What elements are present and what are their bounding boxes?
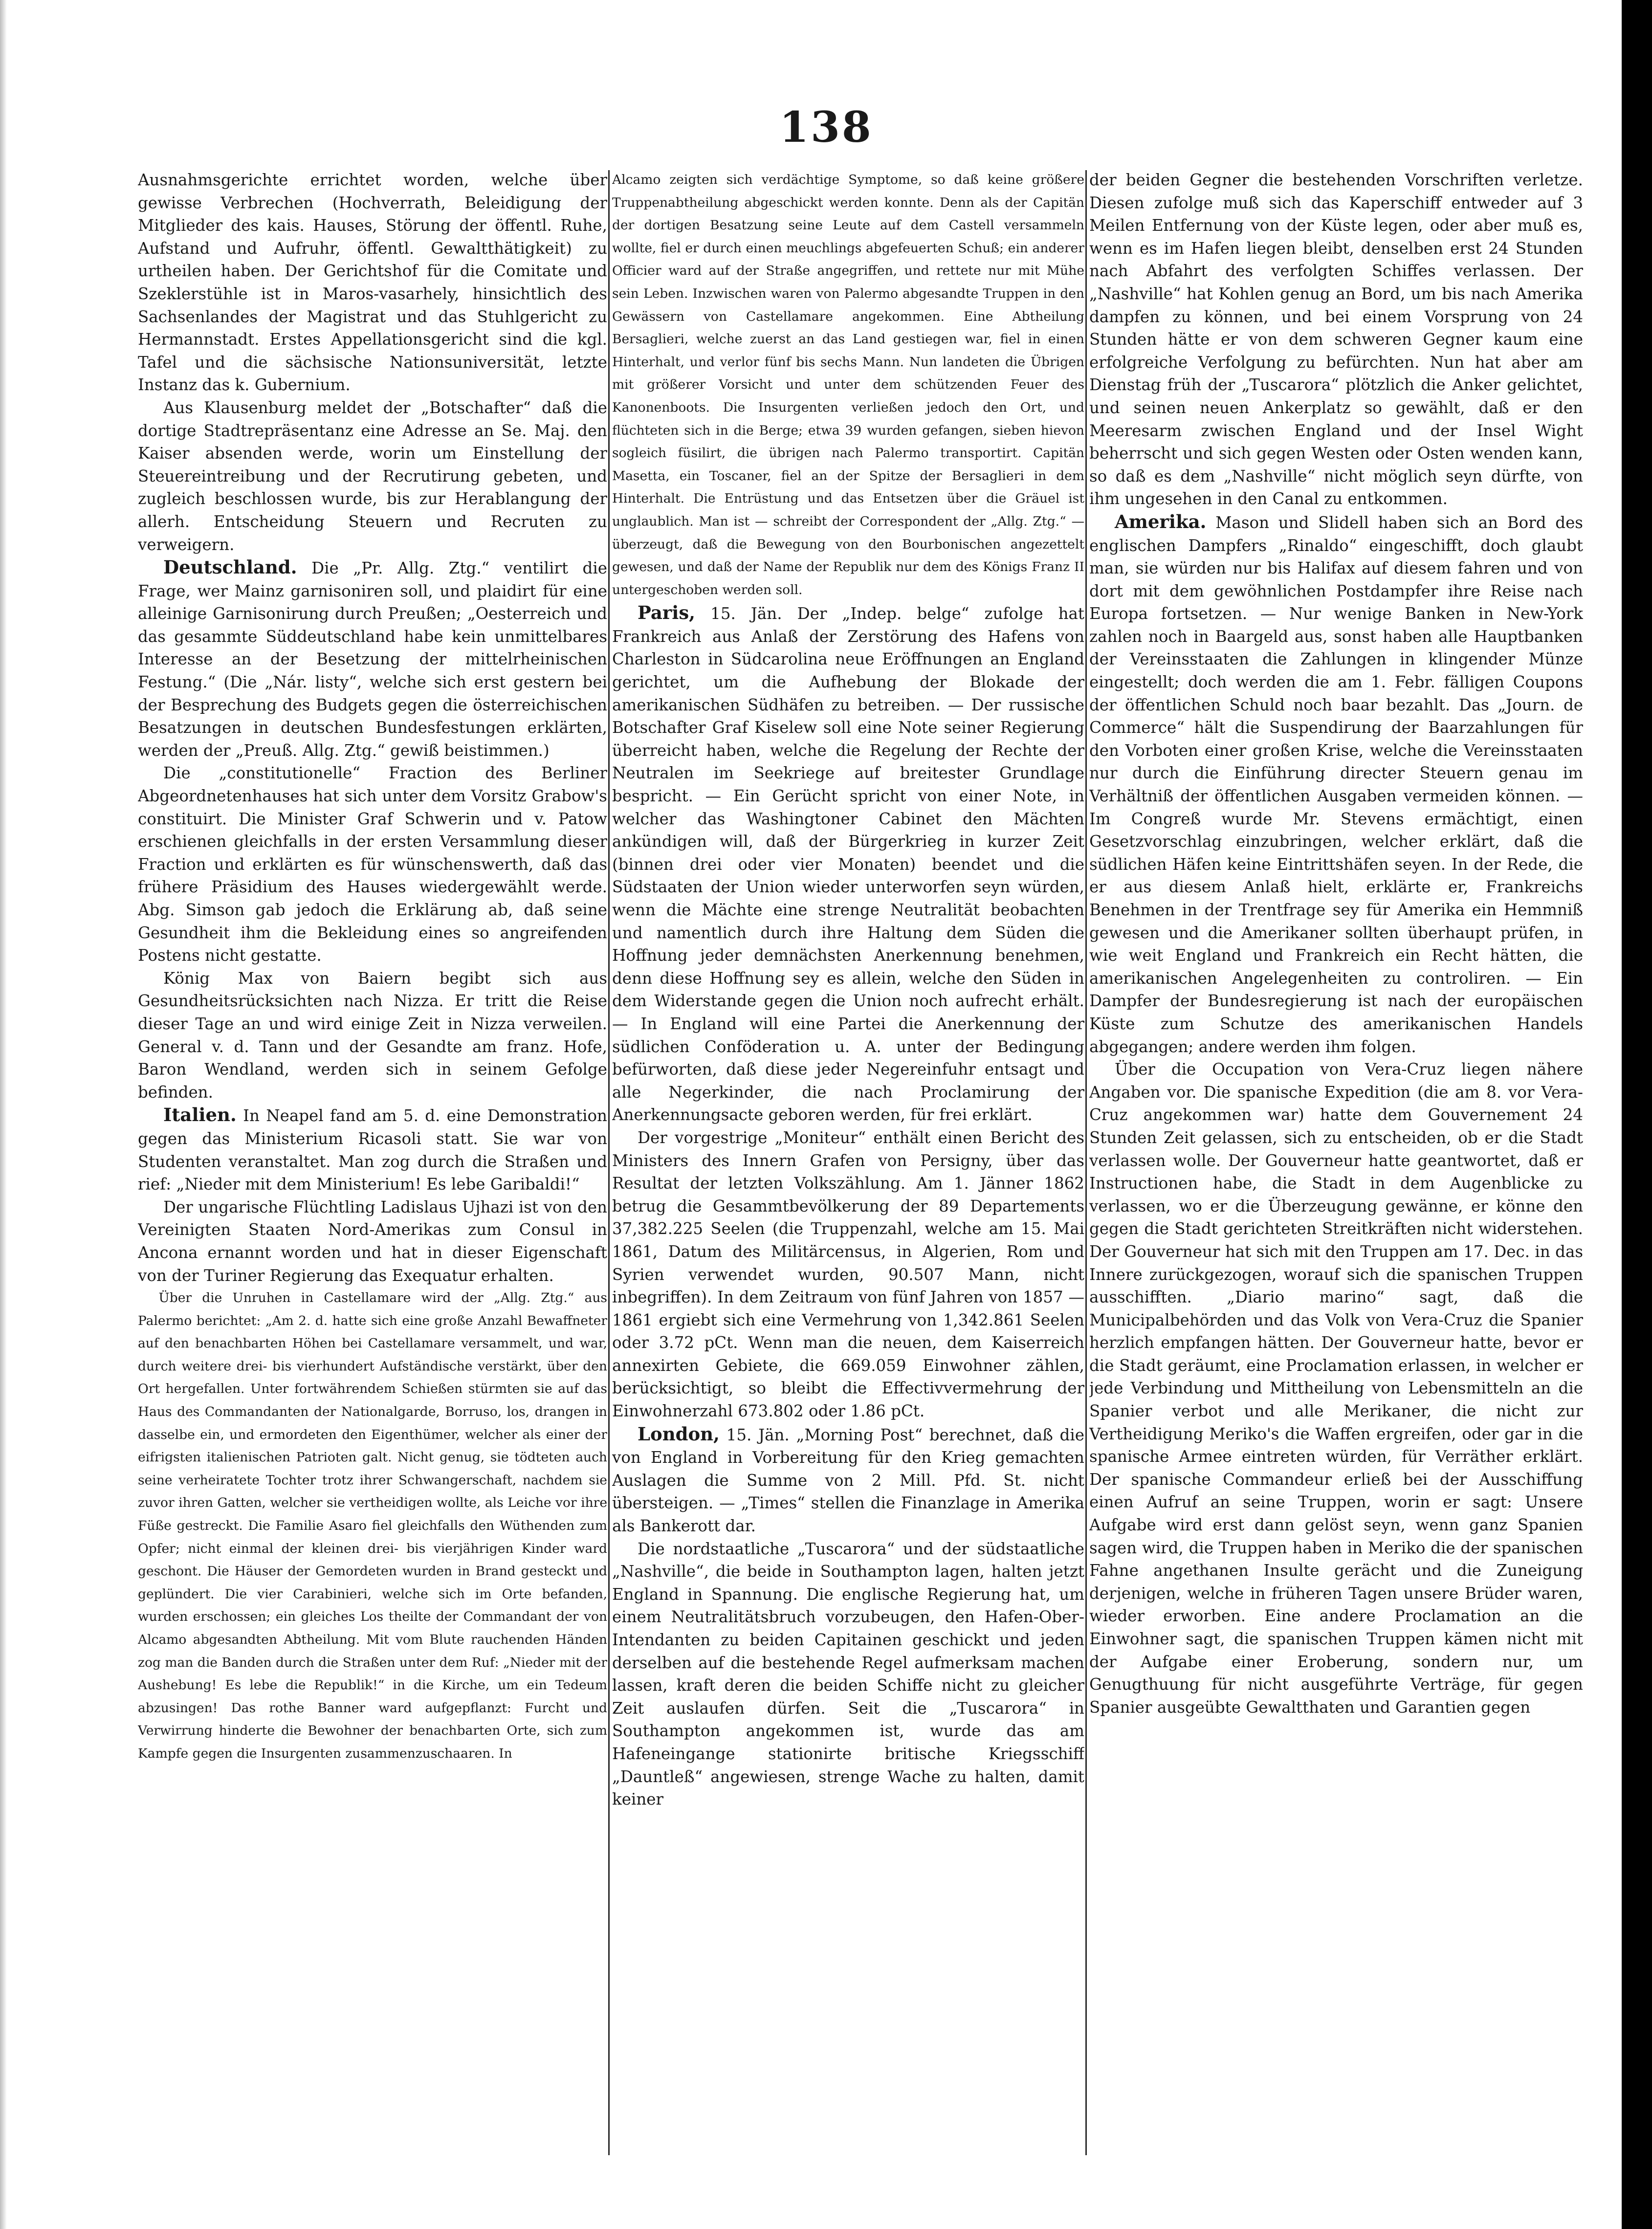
article-paragraph: [138, 1103, 607, 1195]
article-paragraph: [138, 762, 607, 967]
section-heading: Paris,: [638, 602, 696, 624]
section-heading: Italien.: [163, 1104, 237, 1126]
column-divider-left: [608, 170, 610, 2155]
page-number: 138: [779, 103, 873, 152]
paragraph-text: 15. Jän. Der „Indep. belge“ zufolge hat Frankreich aus Anlaß der Zerstörung des Hafens von Charleston in Südcarolina neue Eröffnungen an England gerichtet, um die Aufhebung der Blokade der amerikanischen Südhäfen zu betreiben. — Der russische Botschafter Graf Kiselew soll eine Note seiner Regierung überreicht haben, welche die Regelung der Rechte der Neutralen im Seekriege auf breitester Grundlage bespricht. — Ein Gerücht spricht von einer Note, in welcher das Washingtoner Cabinet den Mächten ankündigen will, daß der Bürgerkrieg in kurzer Zeit (binnen drei oder vier Monaten) beendet und die Südstaaten der Union wieder unterworfen seyn würden, wenn die Mächte eine strenge Neutralität beobachten und namentlich durch ihre Haltung dem Süden die Hoffnung jeder demnächsten Anerkennung benehmen, denn diese Hoffnung sey es allein, welche den Süden in dem Widerstande gegen die Union noch aufrecht erhält. — In England will eine Partei die Anerkennung der südlichen Conföderation u. A. unter der Bedingung befürworten, daß diese jeder Negereinfuhr entsagt und alle Negerkinder, die nach Proclamirung der Anerkennungsacte geboren werden, für frei erklärt.: [612, 604, 1084, 1125]
section-heading: Deutschland.: [163, 556, 297, 578]
article-paragraph: [612, 1538, 1084, 1811]
paragraph-text: Ausnahmsgerichte errichtet worden, welche über gewisse Verbrechen (Hochverrath, Beleidigung der Mitglieder des kais. Hauses, Störung der öffentl. Ruhe, Aufstand und Aufruhr, öffentl. Gewaltthätigkeit) zu urtheilen haben. Der Gerichtshof für die Comitate und Szeklerstühle ist in Maros-vasarhely, hinsichtlich des Sachsenlandes der Magistrat und das Stuhlgericht zu Hermannstadt. Erstes Appellationsgericht sind die kgl. Tafel und die sächsische Nationsuniversität, letzte Instanz das k. Gubernium.: [138, 171, 607, 395]
paragraph-text: Der ungarische Flüchtling Ladislaus Ujhazi ist von den Vereinigten Staaten Nord-Amerikas zum Consul in Ancona ernannt worden und hat in dieser Eigenschaft von der Turiner Regierung das Exequatur erhalten.: [138, 1197, 607, 1285]
paragraph-text: Über die Unruhen in Castellamare wird der „Allg. Ztg.“ aus Palermo berichtet: „Am 2. d. hatte sich eine große Anzahl Bewaffneter auf den benachbarten Höhen bei Castellamare versammelt, und war, durch weitere drei- bis vierhundert Aufständische verstärkt, über den Ort hergefallen. Unter fortwährendem Schießen stürmten sie auf das Haus des Commandanten der Nationalgarde, Borruso, los, drangen in dasselbe ein, und ermordeten den Eigenthümer, welcher als einer der eifrigsten italienischen Patrioten galt. Nicht genug, sie tödteten auch seine verheiratete Tochter trotz ihrer Schwangerschaft, nachdem sie zuvor ihren Gatten, welcher sie vertheidigen wollte, als Leiche vor ihre Füße gestreckt. Die Familie Asaro fiel gleichfalls den Wüthenden zum Opfer; nicht einmal der kleinen drei- bis vierjährigen Kinder ward geschont. Die Häuser der Gemordeten wurden in Brand gesteckt und geplündert. Die vier Carabinieri, welche sich im Orte befanden, wurden erschossen; ein gleiches Los theilte der Commandant der von Alcamo abgesandten Abtheilung. Mit vom Blute rauchenden Händen zog man die Banden durch die Straßen unter dem Ruf: „Nieder mit der Aushebung! Es lebe die Republik!“ in die Kirche, um ein Tedeum abzusingen! Das rothe Banner ward aufgepflanzt: Furcht und Verwirrung hinderte die Bewohner der benachbarten Orte, sich zum Kampfe gegen die Insurgenten zusammenzuschaaren. In: [138, 1290, 607, 1761]
section-heading: Amerika.: [1115, 510, 1207, 532]
paragraph-text: Mason und Slidell haben sich an Bord des englischen Dampfers „Rinaldo“ eingeschifft, doch glaubt man, sie würden nur bis Halifax auf diesem fahren und von dort mit dem gewöhnlichen Postdampfer ihre Reise nach Europa fortsetzen. — Nur wenige Banken in New-York zahlen noch in Baargeld aus, sonst haben alle Hauptbanken der Vereinsstaaten die Zahlungen in klingender Münze eingestellt; doch werden die am 1. Febr. fälligen Coupons der öffentlichen Schuld noch baar bezahlt. Das „Journ. de Commerce“ hält die Suspendirung der Baarzahlungen für den Vorboten einer großen Krise, welche die Vereinsstaaten nur durch die Einführung directer Steuern genau im Verhältniß der öffentlichen Ausgaben vermeiden können. — Im Congreß wurde Mr. Stevens ermächtigt, einen Gesetzvorschlag einzubringen, welcher erklärt, daß die südlichen Häfen keine Eintrittshäfen seyen. In der Rede, die er aus diesem Anlaß hielt, erklärte er, Frankreichs Benehmen in der Trentfrage sey für Amerika ein Hemmniß gewesen und die Amerikaner sollten überhaupt prüfen, in wie weit England und Frankreich ein Recht hätten, die amerikanischen Angelegenheiten zu controliren. — Ein Dampfer der Bundesregierung ist nach der europäischen Küste zum Schutze des amerikanischen Handels abgegangen; andere werden ihm folgen.: [1089, 513, 1583, 1056]
article-paragraph: [1089, 1058, 1583, 1719]
article-paragraph: [612, 1423, 1084, 1538]
paragraph-text: In Neapel fand am 5. d. eine Demonstration gegen das Ministerium Ricasoli statt. Sie war von Studenten veranstaltet. Man zog durch die Straßen und rief: „Nieder mit dem Ministerium! Es lebe Garibaldi!“: [138, 1106, 607, 1194]
article-paragraph: [138, 1287, 607, 1765]
paragraph-text: der beiden Gegner die bestehenden Vorschriften verletze. Diesen zufolge muß sich das Kaperschiff entweder auf 3 Meilen Entfernung von der Küste legen, oder aber muß es, wenn es im Hafen liegen bleibt, denselben erst 24 Stunden nach Abfahrt des verfolgten Schiffes verlassen. Der „Nashville“ hat Kohlen genug an Bord, um bis nach Amerika dampfen zu können, und bei einem Vorsprung von 24 Stunden hätte er von dem schweren Gegner kaum eine erfolgreiche Verfolgung zu befürchten. Nun hat aber am Dienstag früh der „Tuscarora“ plötzlich die Anker gelichtet, und seinen neuen Ankerplatz so gewählt, daß er den Meeresarm zwischen England und der Insel Wight beherrscht und sich gegen Westen oder Osten wenden kann, so daß es dem „Nashville“ nicht möglich seyn dürfte, von ihm ungesehen in den Canal zu entkommen.: [1089, 171, 1583, 508]
paragraph-text: Aus Klausenburg meldet der „Botschafter“ daß die dortige Stadtrepräsentanz eine Adresse an Se. Maj. den Kaiser absenden werde, worin um Einstellung der Steuereintreibung und der Recrutirung gebeten, und zugleich beschlossen wurde, bis zur Herablangung der allerh. Entscheidung Steuern und Recruten zu verweigern.: [138, 398, 607, 554]
article-column-1: [138, 169, 607, 2188]
article-paragraph: [612, 169, 1084, 601]
column-divider-right: [1085, 170, 1087, 2155]
article-paragraph: [1089, 169, 1583, 510]
scan-left-shadow: [0, 0, 7, 2229]
paragraph-text: Die „Pr. Allg. Ztg.“ ventilirt die Frage, wer Mainz garnisoniren soll, und plaidirt für eine alleinige Garnisonirung durch Preußen; „Oesterreich und das gesammte Süddeutschland habe kein unmittelbares Interesse an der Besetzung der mittelrheinischen Festung.“ (Die „Nár. listy“, welche sich erst gestern bei der Besprechung des Budgets gegen die österreichischen Besatzungen in deutschen Bundesfestungen erklärten, werden der „Preuß. Allg. Ztg.“ gewiß beistimmen.): [138, 559, 607, 760]
paragraph-text: Der vorgestrige „Moniteur“ enthält einen Bericht des Ministers des Innern Grafen von Persigny, über das Resultat der letzten Volkszählung. Am 1. Jänner 1862 betrug die Gesammtbevölkerung der 89 Departements 37,382.225 Seelen (die Truppenzahl, welche am 15. Mai 1861, Datum des Militärcensus, in Algerien, Rom und Syrien verwendet wurden, 90.507 Mann, nicht inbegriffen). In dem Zeitraum von fünf Jahren von 1857 — 1861 ergiebt sich eine Vermehrung von 1,342.861 Seelen oder 3.72 pCt. Wenn man die neuen, dem Kaiserreich annexirten Gebiete, die 669.059 Einwohner zählen, berücksichtigt, so bleibt die Effectivvermehrung der Einwohnerzahl 673.802 oder 1.86 pCt.: [612, 1128, 1084, 1421]
article-paragraph: [138, 556, 607, 762]
article-paragraph: [138, 1196, 607, 1287]
article-paragraph: [138, 169, 607, 397]
article-column-2: [612, 169, 1084, 2188]
scan-right-border: [1622, 0, 1652, 2229]
section-heading: London,: [638, 1423, 720, 1445]
article-paragraph: [1089, 510, 1583, 1058]
paragraph-text: Die nordstaatliche „Tuscarora“ und der südstaatliche „Nashville“, die beide in Southampton lagen, halten jetzt England in Spannung. Die englische Regierung hat, um einem Neutralitätsbruch vorzubeugen, den Hafen-Ober-Intendanten zu beiden Capitainen geschickt und jeden derselben auf die bestehende Regel aufmerksam machen lassen, kraft deren die beiden Schiffe nicht zu gleicher Zeit auslaufen dürfen. Seit die „Tuscarora“ in Southampton angekommen ist, wurde das am Hafeneingange stationirte britische Kriegsschiff „Dauntleß“ angewiesen, strenge Wache zu halten, damit keiner: [612, 1539, 1084, 1809]
paragraph-text: Alcamo zeigten sich verdächtige Symptome, so daß keine größere Truppenabtheilung abgeschickt werden konnte. Denn als der Capitän der dortigen Besatzung seine Leute auf dem Castell versammeln wollte, fiel er durch einen meuchlings abgefeuerten Schuß; ein anderer Officier ward auf der Straße angegriffen, und rettete nur mit Mühe sein Leben. Inzwischen waren von Palermo abgesandte Truppen in den Gewässern von Castellamare angekommen. Eine Abtheilung Bersaglieri, welche zuerst an das Land gestiegen war, fiel in einen Hinterhalt, und verlor fünf bis sechs Mann. Nun landeten die Übrigen mit größerer Vorsicht und unter dem schützenden Feuer des Kanonenboots. Die Insurgenten verließen jedoch den Ort, und flüchteten sich in die Berge; etwa 39 wurden gefangen, sieben hievon sogleich füsilirt, die übrigen nach Palermo transportirt. Capitän Masetta, ein Toscaner, fiel an der Spitze der Bersaglieri in dem Hinterhalt. Die Entrüstung und das Entsetzen über die Gräuel ist unglaublich. Man ist — schreibt der Correspondent der „Allg. Ztg.“ — überzeugt, daß die Bewegung von den Bourbonischen angezettelt gewesen, und daß der Name der Republik nur dem des Königs Franz II untergeschoben werden soll.: [612, 172, 1084, 597]
paragraph-text: 15. Jän. „Morning Post“ berechnet, daß die von England in Vorbereitung für den Krieg gemachten Auslagen die Summe von 2 Mill. Pfd. St. nicht übersteigen. — „Times“ stellen die Finanzlage in Amerika als Bankerott dar.: [612, 1425, 1084, 1536]
article-paragraph: [612, 601, 1084, 1126]
article-paragraph: [138, 397, 607, 556]
paragraph-text: Die „constitutionelle“ Fraction des Berliner Abgeordnetenhauses hat sich unter dem Vorsitz Grabow's constituirt. Die Minister Graf Schwerin und v. Patow erschienen gleichfalls in der ersten Versammlung dieser Fraction und erklärten es für wünschenswerth, daß das frühere Präsidium des Hauses wiedergewählt werde. Abg. Simson gab jedoch die Erklärung ab, daß seine Gesundheit ihm die Bekleidung eines so angreifenden Postens nicht gestatte.: [138, 764, 607, 965]
paragraph-text: Über die Occupation von Vera-Cruz liegen nähere Angaben vor. Die spanische Expedition (die am 8. vor Vera-Cruz angekommen war) hatte dem Gouvernement 24 Stunden Zeit gelassen, sich zu entscheiden, ob er die Stadt verlassen wolle. Der Gouverneur hatte geantwortet, daß er Instructionen habe, die Stadt in dem Augenblicke zu verlassen, wo er die Überzeugung gewänne, er könne den gegen die Stadt gerichteten Streitkräften nicht widerstehen. Der Gouverneur hat sich mit den Truppen am 17. Dec. in das Innere zurückgezogen, worauf sich die spanischen Truppen ausschifften. „Diario marino“ sagt, daß die Municipalbehörden und das Volk von Vera-Cruz die Spanier herzlich empfangen hätten. Der Gouverneur hatte, bevor er die Stadt geräumt, eine Proclamation erlassen, in welcher er jede Verbindung und Mittheilung von Lebensmitteln an die Spanier verbot und alle Merikaner, die nicht zur Vertheidigung Meriko's die Waffen ergreifen, oder gar in die spanische Armee eintreten würden, für Verräther erklärt. Der spanische Commandeur erließ bei der Ausschiffung einen Aufruf an seine Truppen, worin er sagt: Unsere Aufgabe wird erst dann gelöst seyn, wenn ganz Spanien sagen wird, die Truppen haben in Meriko die der spanischen Fahne angethanen Insulte gerächt und die Zuneigung derjenigen, welche in früheren Tagen unsere Brüder waren, wieder erworben. Eine andere Proclamation an die Einwohner sagt, die spanischen Truppen kämen nicht mit der Aufgabe einer Eroberung, sondern nur, um Genugthuung für nicht ausgeführte Verträge, für gegen Spanier ausgeübte Gewaltthaten und Garantien gegen: [1089, 1060, 1583, 1717]
article-paragraph: [138, 967, 607, 1104]
article-column-3: [1089, 169, 1583, 2188]
article-paragraph: [612, 1126, 1084, 1423]
paragraph-text: König Max von Baiern begibt sich aus Gesundheitsrücksichten nach Nizza. Er tritt die Reise dieser Tage an und wird einige Zeit in Nizza verweilen. General v. d. Tann und der Gesandte am franz. Hofe, Baron Wendland, werden sich in seinem Gefolge befinden.: [138, 969, 607, 1102]
